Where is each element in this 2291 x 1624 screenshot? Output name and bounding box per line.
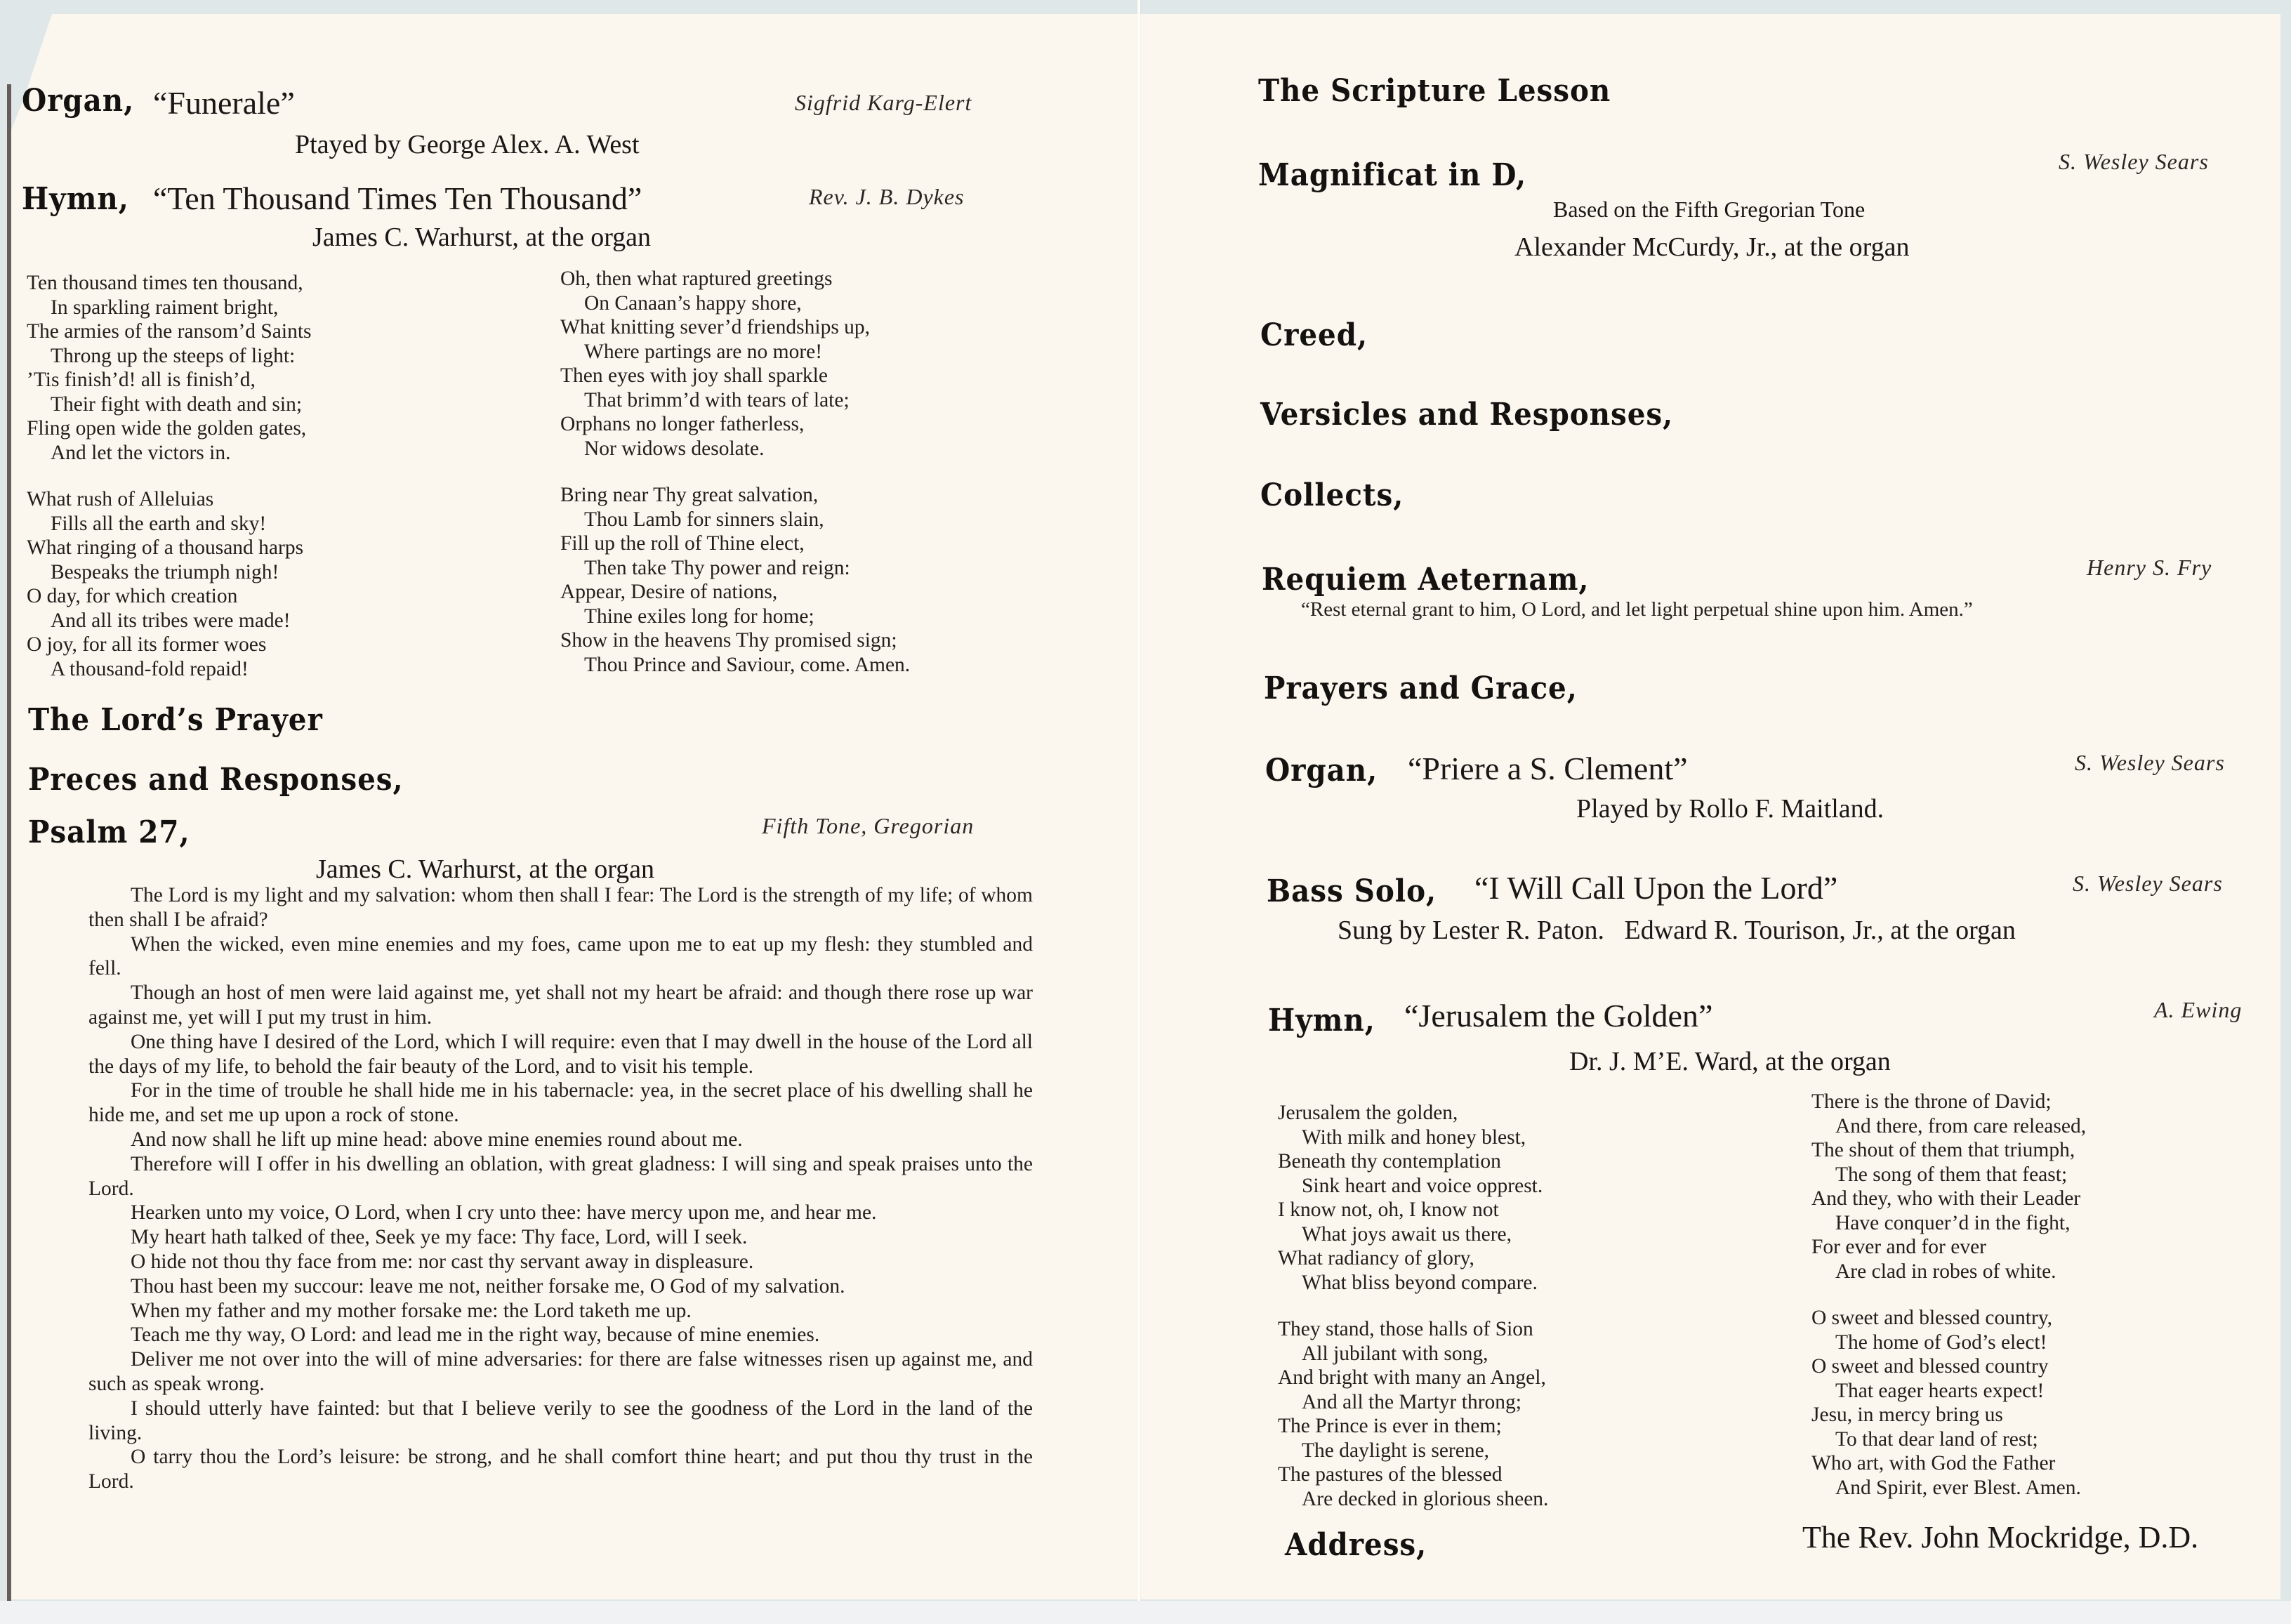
performer: Dr. J. M’E. Ward, at the organ (1569, 1047, 1891, 1076)
psalm-verse: Therefore will I offer in his dwelling an oblation, with great gladness: I will sing and speak praises unto the Lord. (88, 1152, 1033, 1200)
verse-line: That eager hearts expect! (1835, 1379, 2045, 1402)
psalm-verse: Hearken unto my voice, O Lord, when I cry unto thee: have mercy upon me, and hear me. (131, 1201, 877, 1224)
center-fold (1137, 0, 1140, 1624)
psalm-verse: And now shall he lift up mine head: above mine enemies round about me. (131, 1128, 743, 1151)
prayers-heading: Prayers and Grace, (1264, 671, 1578, 706)
verse-line: Are decked in glorious sheen. (1302, 1487, 1549, 1510)
verse-line: And bright with many an Angel, (1278, 1366, 1546, 1389)
verse-line: And there, from care released, (1835, 1114, 2087, 1137)
verse-line: And they, who with their Leader (1811, 1187, 2081, 1210)
verse-line: What rush of Alleluias (27, 488, 214, 510)
section-label: Address, (1285, 1527, 1427, 1563)
performer: Alexander McCurdy, Jr., at the organ (1514, 232, 1910, 262)
verse-line: Are clad in robes of white. (1835, 1260, 2056, 1283)
verse-line: On Canaan’s happy shore, (584, 291, 802, 315)
composer: Henry S. Fry (2087, 555, 2212, 580)
verse-line: O sweet and blessed country, (1811, 1307, 2052, 1329)
page-edge (7, 84, 11, 1608)
verse-line: The daylight is serene, (1302, 1439, 1490, 1462)
composer: S. Wesley Sears (2059, 149, 2209, 174)
psalm-verse: Though an host of men were laid against me, yet shall not my heart be afraid: and though there rose up war against me, yet will I put my trust in him. (88, 982, 1033, 1029)
psalm-verse: One thing have I desired of the Lord, which I will require: even that I may dwell in the house of the Lord all the days of my life, to behold the fair beauty of the Lord, and to visit his temple. (88, 1030, 1033, 1078)
performer: Played by Rollo F. Maitland. (1576, 794, 1884, 824)
verse-line: The pastures of the blessed (1278, 1463, 1503, 1486)
creed-heading: Creed, (1260, 317, 1368, 353)
verse-line: Fill up the roll of Thine elect, (560, 532, 805, 555)
requiem-text: “Rest eternal grant to him, O Lord, and let light perpetual shine upon him. Amen.” (1301, 598, 1973, 621)
verse-line: A thousand-fold repaid! (51, 657, 249, 680)
verse-line: Jesu, in mercy bring us (1811, 1404, 2003, 1426)
verse-line: Beneath thy contemplation (1278, 1150, 1501, 1173)
preces-heading: Preces and Responses, (28, 762, 404, 798)
verse-line: That brimm’d with tears of late; (584, 388, 850, 411)
hymn-verse-column-1 (27, 271, 312, 681)
verse-line: What radiancy of glory, (1278, 1247, 1474, 1269)
verse-line: For ever and for ever (1811, 1236, 1986, 1258)
section-label: Hymn, (22, 181, 129, 217)
verse-line: They stand, those halls of Sion (1278, 1318, 1533, 1340)
verse-line: I know not, oh, I know not (1278, 1199, 1499, 1221)
verse-line: The home of God’s elect! (1835, 1331, 2047, 1354)
verse-line: Fills all the earth and sky! (51, 512, 267, 535)
verse-line: The armies of the ransom’d Saints (27, 320, 312, 343)
piece-title: “I Will Call Upon the Lord” (1474, 870, 1838, 906)
scripture-lesson-heading: The Scripture Lesson (1258, 73, 1611, 109)
verse-line: Thine exiles long for home; (584, 605, 814, 628)
verse-line: Where partings are no more! (584, 340, 823, 363)
verse-line: Oh, then what raptured greetings (560, 268, 833, 290)
verse-line: Who art, with God the Father (1811, 1452, 2056, 1474)
section-label: Hymn, (1268, 1003, 1375, 1038)
psalm-verse: The Lord is my light and my salvation: whom then shall I fear: The Lord is the strength of my life; of whom then shall I be afraid? (88, 884, 1033, 931)
composer: S. Wesley Sears (2073, 871, 2223, 896)
verse-line: Orphans no longer fatherless, (560, 413, 805, 435)
psalm-verse: Teach me thy way, O Lord: and lead me in the right way, because of mine enemies. (131, 1323, 820, 1347)
stanza-break (560, 461, 910, 483)
verse-line: Sink heart and voice opprest. (1302, 1174, 1543, 1197)
lords-prayer-heading: The Lord’s Prayer (28, 702, 323, 738)
verse-line: Appear, Desire of nations, (560, 581, 778, 603)
verse-line: What bliss beyond compare. (1302, 1271, 1538, 1294)
stanza-break (1278, 1295, 1548, 1317)
psalm-verse: Deliver me not over into the will of mine adversaries: for there are false witnesses risen up against me, and such as speak wrong. (88, 1348, 1033, 1395)
verse-line: Have conquer’d in the fight, (1835, 1211, 2071, 1234)
verse-line: And all the Martyr throng; (1302, 1390, 1521, 1413)
piece-title: “Jerusalem the Golden” (1404, 998, 1713, 1034)
speaker: The Rev. John Mockridge, D.D. (1802, 1520, 2199, 1554)
hymn-verse-column-2 (560, 267, 910, 677)
composer: A. Ewing (2154, 997, 2243, 1022)
verse-line: And Spirit, ever Blest. Amen. (1835, 1476, 2081, 1499)
section-label: Bass Solo, (1267, 873, 1437, 909)
composer: Fifth Tone, Gregorian (762, 813, 975, 838)
verse-line: In sparkling raiment bright, (51, 296, 279, 319)
verse-line: O sweet and blessed country (1811, 1355, 2049, 1378)
verse-line: Their fight with death and sin; (51, 392, 303, 416)
verse-line: O day, for which creation (27, 585, 238, 607)
verse-line: Bring near Thy great salvation, (560, 484, 819, 506)
psalm-verse: Thou hast been my succour: leave me not, neither forsake me, O God of my salvation. (131, 1274, 845, 1298)
piece-title: “Priere a S. Clement” (1408, 751, 1688, 786)
verse-line: There is the throne of David; (1811, 1090, 2052, 1113)
psalm-verse: When the wicked, even mine enemies and my foes, came upon me to eat up my flesh: they stumbled and fell. (88, 932, 1033, 980)
verse-line: The shout of them that triumph, (1811, 1139, 2075, 1161)
composer: Rev. J. B. Dykes (809, 184, 965, 209)
verse-line: And let the victors in. (51, 441, 231, 464)
verse-line: What knitting sever’d friendships up, (560, 316, 871, 338)
verse-line: The song of them that feast; (1835, 1163, 2068, 1186)
section-label: Organ, (22, 83, 135, 119)
piece-title: “Funerale” (153, 85, 295, 121)
piece-title: “Ten Thousand Times Ten Thousand” (153, 180, 642, 216)
verse-line: To that dear land of rest; (1835, 1427, 2038, 1451)
composer: S. Wesley Sears (2075, 750, 2225, 775)
psalm-text (88, 883, 1033, 1494)
hymn-verse-column-1 (1278, 1101, 1548, 1511)
stanza-break (27, 465, 312, 487)
section-label: Requiem Aeternam, (1262, 562, 1590, 598)
performer: Sung by Lester R. Paton. Edward R. Tourison, Jr., at the organ (1338, 916, 2016, 945)
performer: James C. Warhurst, at the organ (316, 854, 655, 884)
collects-heading: Collects, (1260, 477, 1404, 513)
performer: James C. Warhurst, at the organ (312, 223, 652, 252)
verse-line: Ten thousand times ten thousand, (27, 272, 303, 294)
psalm-verse: O hide not thou thy face from me: nor cast thy servant away in displeasure. (131, 1250, 754, 1273)
verse-line: All jubilant with song, (1302, 1342, 1488, 1365)
section-label: Organ, (1265, 753, 1378, 788)
versicles-heading: Versicles and Responses, (1260, 397, 1674, 433)
psalm-verse: I should utterly have fainted: but that I believe verily to see the goodness of the Lord in the land of the living. (88, 1397, 1033, 1444)
performer: Ptayed by George Alex. A. West (295, 130, 640, 159)
verse-line: Fling open wide the golden gates, (27, 417, 307, 440)
psalm-verse: For in the time of trouble he shall hide me in his tabernacle: yea, in the secret place of his dwelling shall he hide me, and set me up upon a rock of stone. (88, 1079, 1033, 1127)
psalm-verse: O tarry thou the Lord’s leisure: be strong, and he shall comfort thine heart; and put thou thy trust in the Lord. (88, 1446, 1033, 1493)
verse-line: O joy, for all its former woes (27, 633, 267, 656)
section-label: Psalm 27, (28, 814, 190, 850)
verse-line: Show in the heavens Thy promised sign; (560, 629, 897, 652)
psalm-verse: My heart hath talked of thee, Seek ye my face: Thy face, Lord, will I seek. (131, 1226, 748, 1249)
verse-line: Then eyes with joy shall sparkle (560, 364, 828, 387)
psalm-verse: When my father and my mother forsake me: the Lord taketh me up. (131, 1299, 692, 1322)
verse-line: ’Tis finish’d! all is finish’d, (27, 369, 256, 391)
note: Based on the Fifth Gregorian Tone (1553, 197, 1866, 222)
hymn-verse-column-2 (1811, 1090, 2086, 1500)
verse-line: Bespeaks the triumph nigh! (51, 560, 279, 583)
verse-line: Nor widows desolate. (584, 437, 765, 460)
scan-background (0, 1601, 2291, 1624)
verse-line: Thou Lamb for sinners slain, (584, 508, 824, 531)
verse-line: Throng up the steeps of light: (51, 344, 296, 367)
verse-line: Jerusalem the golden, (1278, 1102, 1458, 1124)
stanza-break (1811, 1283, 2086, 1306)
verse-line: Then take Thy power and reign: (584, 556, 850, 579)
composer: Sigfrid Karg-Elert (795, 90, 972, 115)
verse-line: What joys await us there, (1302, 1222, 1512, 1246)
verse-line: What ringing of a thousand harps (27, 536, 304, 559)
verse-line: Thou Prince and Saviour, come. Amen. (584, 653, 911, 676)
verse-line: And all its tribes were made! (51, 609, 291, 632)
verse-line: The Prince is ever in them; (1278, 1415, 1502, 1437)
section-label: Magnificat in D, (1258, 157, 1526, 193)
verse-line: With milk and honey blest, (1302, 1125, 1526, 1149)
